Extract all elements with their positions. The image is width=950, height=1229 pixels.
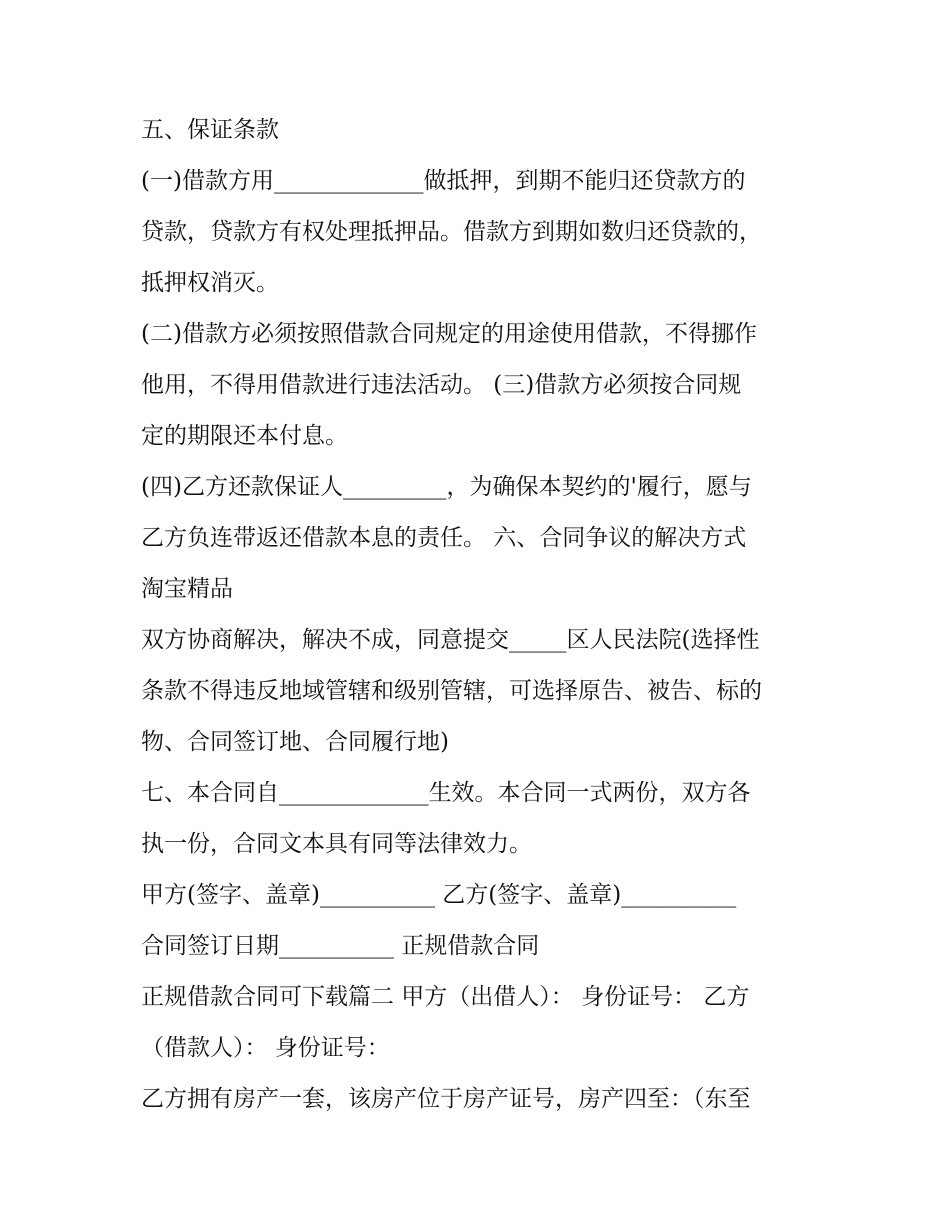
section-7-line-2: 执一份，合同文本具有同等法律效力。 [141, 831, 532, 857]
section-heading-guarantee: 五、保证条款 [141, 117, 279, 143]
watermark-text: 淘宝精品 [141, 576, 233, 602]
clause-4-line-1: (四)乙方还款保证人_________，为确保本契约的'履行，愿与 [141, 474, 752, 500]
clause-2-line-2: 他用，不得用借款进行违法活动。 (三)借款方必须按合同规 [141, 372, 742, 398]
clause-3-line-1: 定的期限还本付息。 [141, 423, 348, 449]
contract-2-intro-line-1: 正规借款合同可下载篇二 甲方（出借人）： 身份证号： 乙方 [141, 984, 750, 1010]
dispute-line-3: 物、合同签订地、合同履行地) [141, 729, 449, 755]
clause-1-line-3: 抵押权消灭。 [141, 270, 279, 296]
property-line-1: 乙方拥有房产一套，该房产位于房产证号，房产四至：（东至 [141, 1086, 751, 1112]
clause-2-line-1: (二)借款方必须按照借款合同规定的用途使用借款，不得挪作 [141, 321, 757, 347]
clause-4-line-2: 乙方负连带返还借款本息的责任。 六、合同争议的解决方式 [141, 525, 747, 551]
clause-1-line-2: 贷款，贷款方有权处理抵押品。借款方到期如数归还贷款的， [141, 219, 762, 245]
signing-date-line: 合同签订日期__________ 正规借款合同 [141, 933, 540, 959]
contract-2-intro-line-2: （借款人）： 身份证号： [141, 1035, 390, 1061]
clause-1-line-1: (一)借款方用_____________做抵押，到期不能归还贷款方的 [141, 168, 746, 194]
signature-line: 甲方(签字、盖章)__________ 乙方(签字、盖章)__________ [141, 882, 737, 908]
dispute-line-1: 双方协商解决，解决不成，同意提交_____区人民法院(选择性 [141, 627, 760, 653]
document-body [141, 105, 831, 1125]
section-7-line-1: 七、本合同自_____________生效。本合同一式两份，双方各 [141, 780, 751, 806]
dispute-line-2: 条款不得违反地域管辖和级别管辖，可选择原告、被告、标的 [141, 678, 762, 704]
